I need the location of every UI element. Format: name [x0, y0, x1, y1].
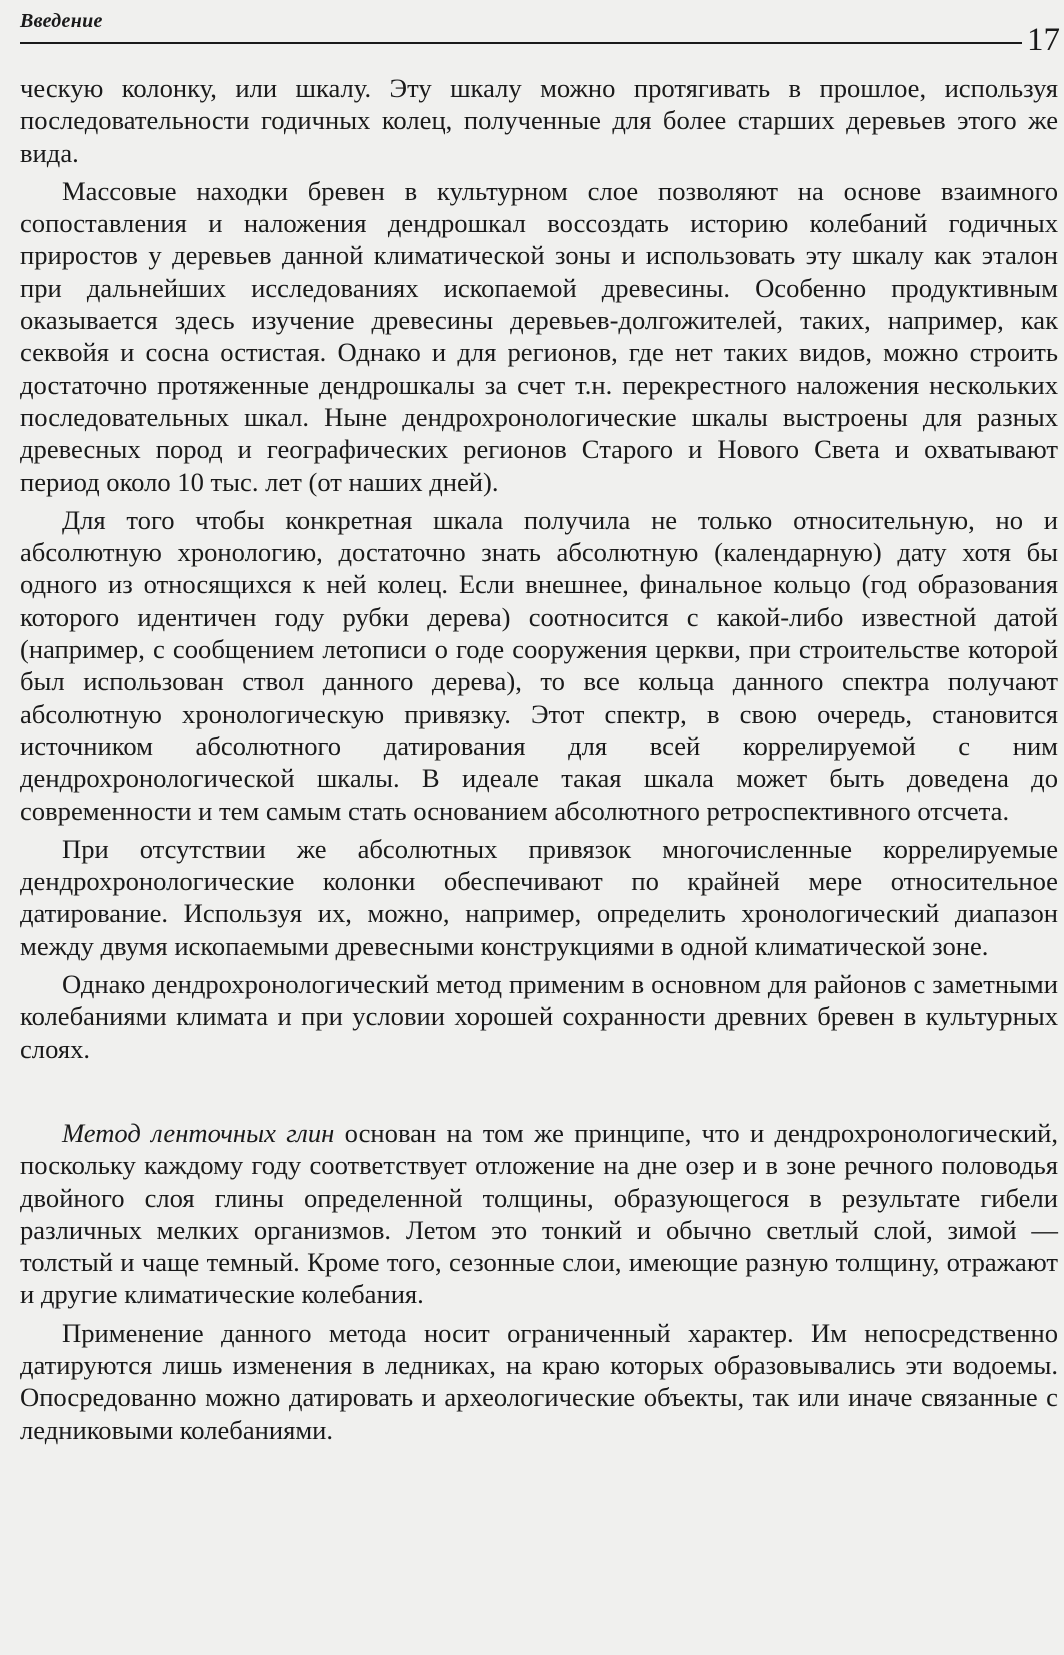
header-rule [20, 42, 1022, 44]
running-header [20, 6, 1060, 58]
paragraph: Массовые находки бревен в культурном слое позволяют на основе взаимного сопоставления и наложения дендрошкал воссоздать историю колебаний годичных приростов у деревьев данной климатической зоны и использовать эту шкалу как эталон при дальнейших исследованиях ископаемой древесины. Особенно продуктивным оказывается здесь изучение древесины деревьев-долгожителей, таких, например, как секвойя и сосна остистая. Однако и для регионов, где нет таких видов, можно строить достаточно протяженные дендрошкалы за счет т.н. перекрестного наложения нескольких последовательных шкал. Ныне дендрохронологические шкалы выстроены для разных древесных пород и географических регионов Старого и Нового Света и охватывают период около 10 тыс. лет (от наших дней). [20, 175, 1058, 497]
paragraph: Однако дендрохронологический метод применим в основном для районов с заметными колебаниями климата и при условии хорошей сохранности древних бревен в культурных слоях. [20, 969, 1058, 1064]
body-text [20, 72, 1058, 1446]
running-title: Введение [20, 10, 103, 32]
paragraph: Для того чтобы конкретная шкала получила не только относительную, но и абсолютную хронологию, достаточно знать абсолютную (календарную) дату хотя бы одного из относящихся к ней колец. Если внешнее, финальное кольцо (год образования которого идентичен году рубки дерева) соотносится с какой-либо известной датой (например, с сообщением летописи о годе сооружения церкви, при строительстве которой был использован ствол данного дерева), то все кольца данного спектра получают абсолютную хронологическую привязку. Этот спектр, в свою очередь, становится источником абсолютного датирования для всей коррелируемой с ним дендрохронологической шкалы. В идеале такая шкала может быть доведена до современности и тем самым стать основанием абсолютного ретроспективного отсчета. [20, 504, 1058, 826]
paragraph-continued: ческую колонку, или шкалу. Эту шкалу можно протягивать в прошлое, используя последовательности годичных колец, полученные для более старших деревьев этого же вида. [20, 73, 1058, 168]
method-description: основан на том же принципе, что и дендрохронологический, поскольку каждому году соответствует отложение на дне озер и в зоне речного половодья двойного слоя глины определенной толщины, образующегося в результате гибели различных мелких организмов. Летом это тонкий и обычно светлый слой, зимой — толстый и чаще темный. Кроме того, сезонные слои, имеющие разную толщину, отражают и другие климатические колебания. [20, 1117, 1058, 1310]
paragraph-method [20, 1117, 1058, 1311]
method-term: Метод ленточных глин [62, 1117, 335, 1148]
page-number: 17 [1027, 22, 1060, 58]
paragraph: При отсутствии же абсолютных привязок многочисленные коррелируемые дендрохронологические колонки обеспечивают по крайней мере относительное датирование. Используя их, можно, например, определить хронологический диапазон между двумя ископаемыми древесными конструкциями в одной климатической зоне. [20, 833, 1058, 961]
paragraph: Применение данного метода носит ограниченный характер. Им непосредственно датируются лишь изменения в ледниках, на краю которых образовывались эти водоемы. Опосредованно можно датировать и археологические объекты, так или иначе связанные с ледниковыми колебаниями. [20, 1317, 1058, 1445]
